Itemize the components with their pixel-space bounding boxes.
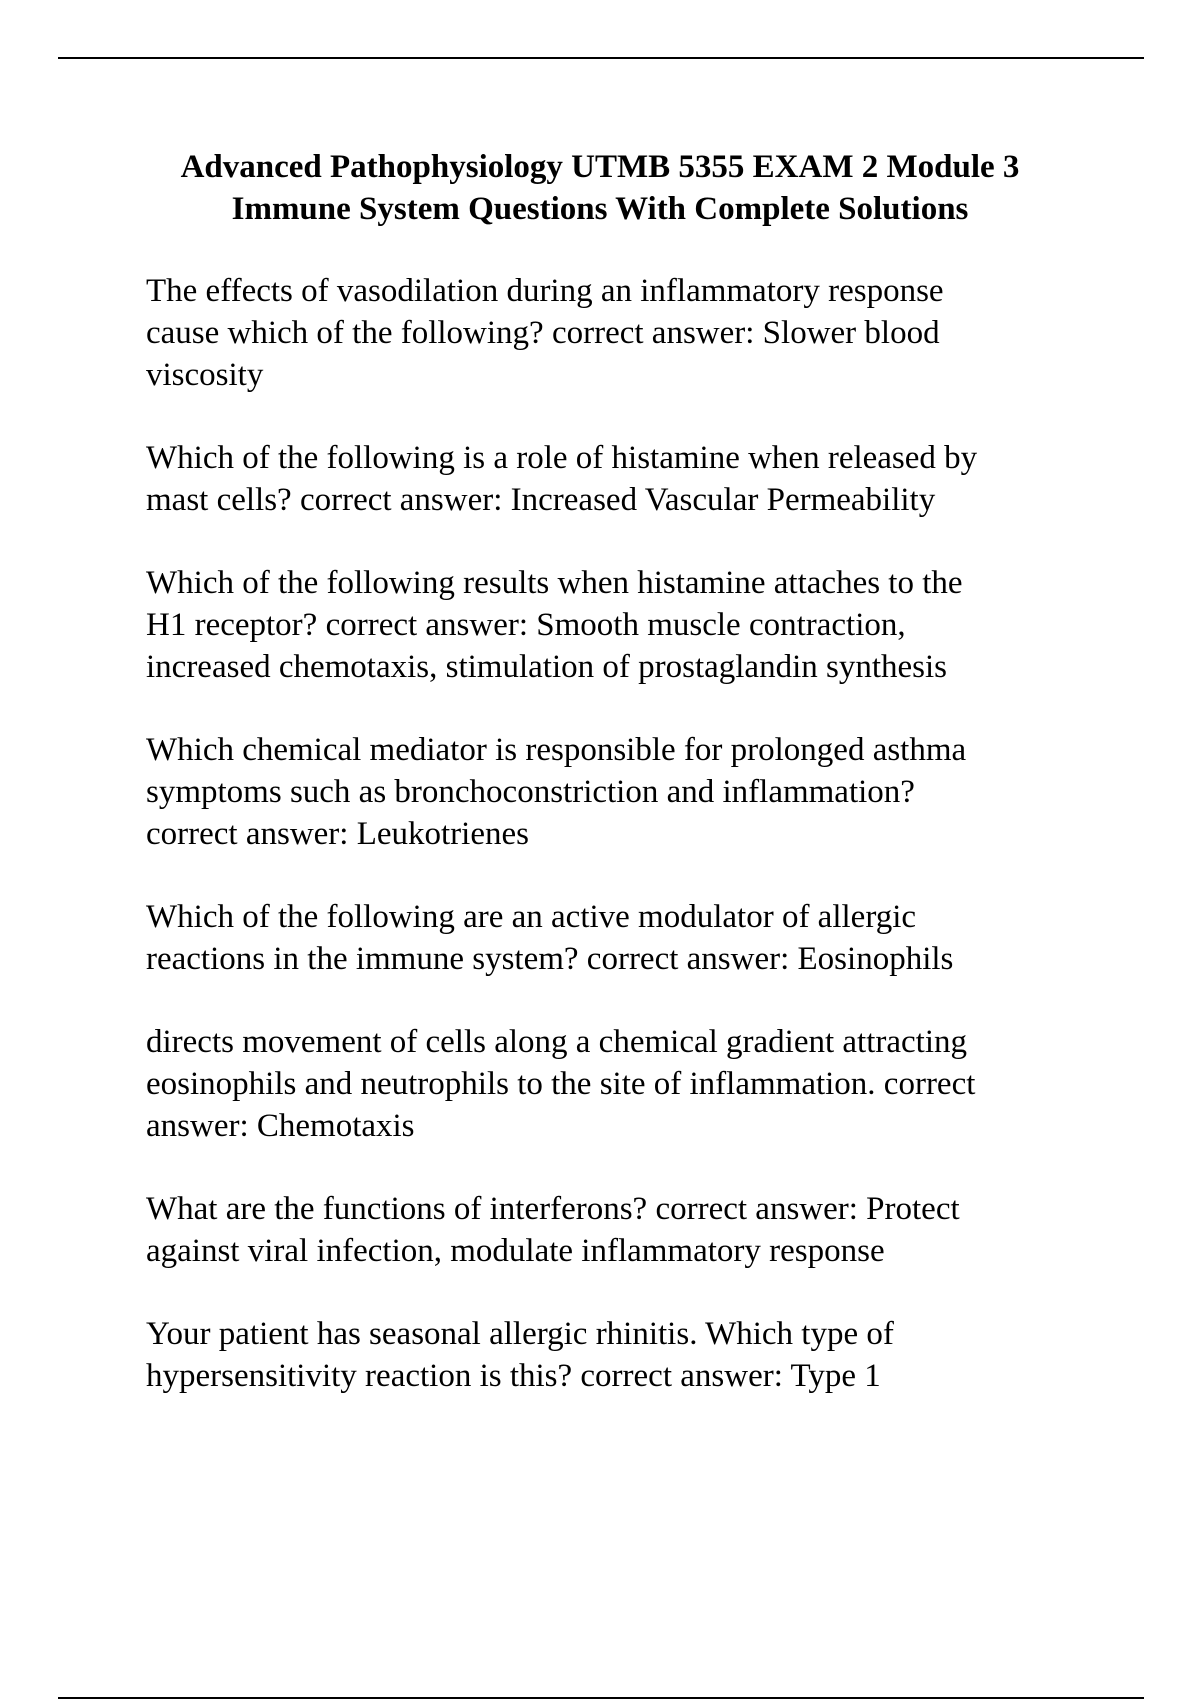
qa-line: mast cells? correct answer: Increased Vascular Permeability: [146, 482, 936, 518]
qa-item-7: [146, 1188, 1086, 1272]
qa-line: hypersensitivity reaction is this? correct answer: Type 1: [146, 1358, 881, 1394]
qa-line: reactions in the immune system? correct answer: Eosinophils: [146, 941, 954, 977]
title-line-1: Advanced Pathophysiology UTMB 5355 EXAM 2 Module 3: [180, 149, 1020, 185]
bottom-rule: [58, 1697, 1144, 1699]
qa-line: eosinophils and neutrophils to the site of inflammation. correct: [146, 1066, 976, 1102]
qa-line: correct answer: Leukotrienes: [146, 816, 529, 852]
qa-item-3: [146, 562, 1086, 688]
top-rule: [58, 57, 1144, 59]
qa-line: increased chemotaxis, stimulation of prostaglandin synthesis: [146, 649, 948, 685]
title-line-2: Immune System Questions With Complete Solutions: [231, 191, 969, 227]
qa-line: directs movement of cells along a chemical gradient attracting: [146, 1024, 968, 1060]
qa-line: Which of the following results when histamine attaches to the: [146, 565, 963, 601]
qa-line: symptoms such as bronchoconstriction and inflammation?: [146, 774, 915, 810]
qa-line: cause which of the following? correct answer: Slower blood: [146, 315, 940, 351]
qa-item-1: [146, 270, 1086, 396]
qa-item-2: [146, 437, 1086, 521]
qa-line: Which chemical mediator is responsible for prolonged asthma: [146, 732, 967, 768]
qa-item-8: [146, 1313, 1086, 1397]
qa-item-4: [146, 729, 1086, 855]
qa-line: against viral infection, modulate inflammatory response: [146, 1233, 885, 1269]
qa-line: What are the functions of interferons? correct answer: Protect: [146, 1191, 960, 1227]
qa-item-5: [146, 896, 1086, 980]
qa-item-6: [146, 1021, 1086, 1147]
qa-line: answer: Chemotaxis: [146, 1108, 415, 1144]
qa-list: [146, 270, 1086, 1397]
qa-line: viscosity: [146, 357, 264, 393]
qa-line: H1 receptor? correct answer: Smooth muscle contraction,: [146, 607, 906, 643]
qa-line: Which of the following are an active modulator of allergic: [146, 899, 917, 935]
qa-line: Which of the following is a role of histamine when released by: [146, 440, 978, 476]
qa-line: Your patient has seasonal allergic rhinitis. Which type of: [146, 1316, 894, 1352]
qa-line: The effects of vasodilation during an inflammatory response: [146, 273, 944, 309]
document-title: [100, 146, 1100, 230]
